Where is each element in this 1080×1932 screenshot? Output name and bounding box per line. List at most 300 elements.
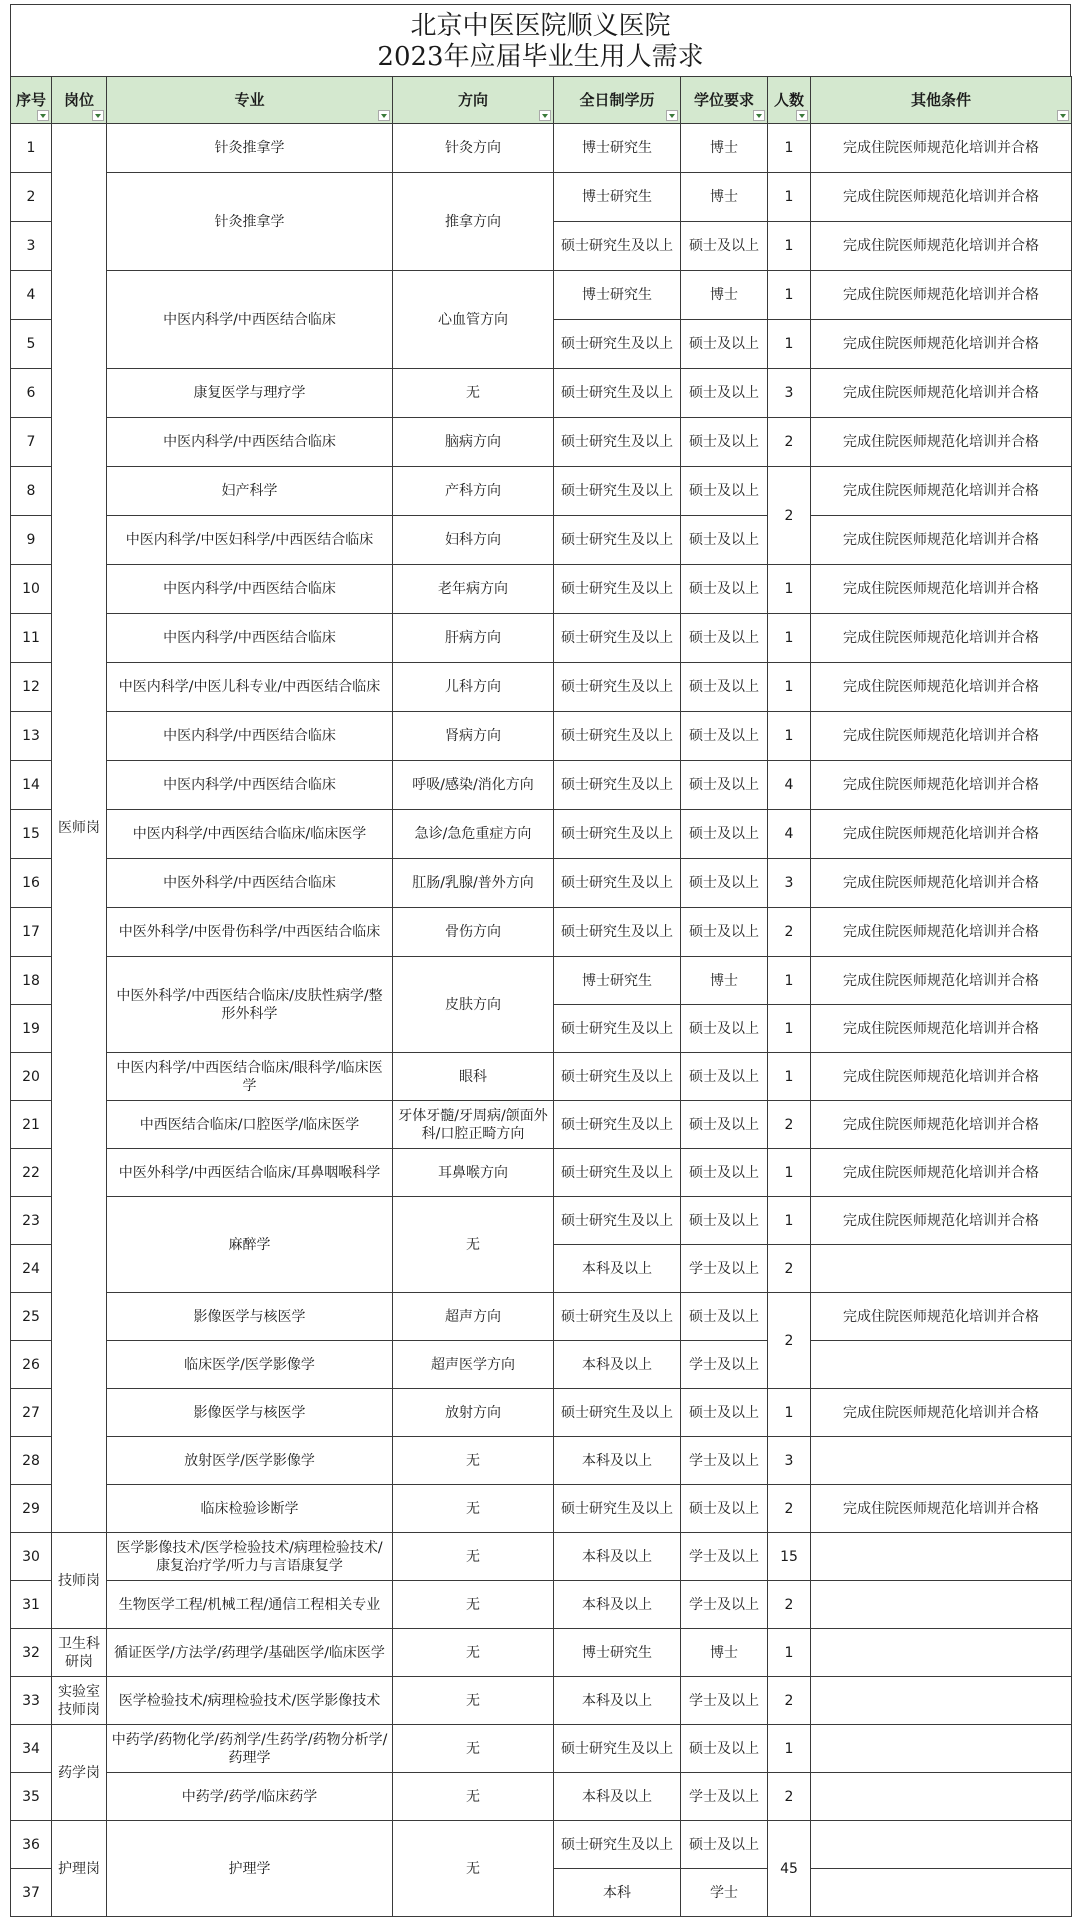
degree-cell: 硕士及以上 [681, 908, 768, 957]
count-cell: 1 [768, 1005, 811, 1053]
degree-cell: 硕士及以上 [681, 614, 768, 663]
education-cell: 本科及以上 [554, 1773, 681, 1821]
major-cell: 医学检验技术/病理检验技术/医学影像技术 [107, 1677, 393, 1725]
table-row [11, 1149, 1072, 1197]
education-cell: 硕士研究生及以上 [554, 1053, 681, 1101]
header-degree[interactable]: 学位要求 [681, 77, 768, 124]
count-cell: 1 [768, 1629, 811, 1677]
count-cell: 45 [768, 1821, 811, 1917]
title-subtitle: 2023年应届毕业生用人需求 [377, 42, 704, 72]
major-cell: 麻醉学 [107, 1197, 393, 1293]
conditions-cell [811, 1773, 1072, 1821]
count-cell: 2 [768, 418, 811, 467]
table-row [11, 467, 1072, 516]
direction-cell: 无 [393, 1677, 554, 1725]
conditions-cell [811, 1533, 1072, 1581]
education-cell: 硕士研究生及以上 [554, 712, 681, 761]
degree-cell: 硕士及以上 [681, 712, 768, 761]
filter-dropdown-icon[interactable] [1057, 110, 1069, 121]
education-cell: 博士研究生 [554, 957, 681, 1005]
education-cell: 硕士研究生及以上 [554, 1821, 681, 1869]
count-cell: 1 [768, 222, 811, 271]
post-cell-pharmacy: 药学岗 [52, 1725, 107, 1821]
degree-cell: 硕士及以上 [681, 1389, 768, 1437]
table-row [11, 1197, 1072, 1245]
count-cell: 3 [768, 859, 811, 908]
title-hospital-name: 北京中医医院顺义医院 [410, 11, 671, 41]
row-number: 21 [11, 1101, 52, 1149]
row-number: 14 [11, 761, 52, 810]
header-conditions[interactable]: 其他条件 [811, 77, 1072, 124]
degree-cell: 学士及以上 [681, 1533, 768, 1581]
direction-cell: 耳鼻喉方向 [393, 1149, 554, 1197]
conditions-cell: 完成住院医师规范化培训并合格 [811, 761, 1072, 810]
filter-dropdown-icon[interactable] [666, 110, 678, 121]
major-cell: 中医内科学/中西医结合临床 [107, 271, 393, 369]
conditions-cell: 完成住院医师规范化培训并合格 [811, 1053, 1072, 1101]
table-row [11, 1725, 1072, 1773]
conditions-cell: 完成住院医师规范化培训并合格 [811, 810, 1072, 859]
row-number: 13 [11, 712, 52, 761]
count-cell: 1 [768, 320, 811, 369]
conditions-cell: 完成住院医师规范化培训并合格 [811, 369, 1072, 418]
education-cell: 本科及以上 [554, 1677, 681, 1725]
conditions-cell [811, 1245, 1072, 1293]
major-cell: 康复医学与理疗学 [107, 369, 393, 418]
table-row [11, 1341, 1072, 1389]
education-cell: 本科 [554, 1869, 681, 1917]
row-number: 25 [11, 1293, 52, 1341]
table-row [11, 418, 1072, 467]
education-cell: 硕士研究生及以上 [554, 1197, 681, 1245]
degree-cell: 硕士及以上 [681, 810, 768, 859]
count-cell: 1 [768, 1197, 811, 1245]
row-number: 24 [11, 1245, 52, 1293]
table-row [11, 1101, 1072, 1149]
education-cell: 本科及以上 [554, 1437, 681, 1485]
header-direction[interactable]: 方向 [393, 77, 554, 124]
education-cell: 硕士研究生及以上 [554, 859, 681, 908]
conditions-cell: 完成住院医师规范化培训并合格 [811, 1005, 1072, 1053]
direction-cell: 无 [393, 369, 554, 418]
direction-cell: 超声医学方向 [393, 1341, 554, 1389]
conditions-cell [811, 1821, 1072, 1869]
conditions-cell: 完成住院医师规范化培训并合格 [811, 859, 1072, 908]
row-number: 12 [11, 663, 52, 712]
direction-cell: 脑病方向 [393, 418, 554, 467]
major-cell: 中医外科学/中医骨伤科学/中西医结合临床 [107, 908, 393, 957]
conditions-cell: 完成住院医师规范化培训并合格 [811, 173, 1072, 222]
major-cell: 影像医学与核医学 [107, 1389, 393, 1437]
degree-cell: 硕士及以上 [681, 1005, 768, 1053]
post-cell-technician: 技师岗 [52, 1533, 107, 1629]
education-cell: 博士研究生 [554, 271, 681, 320]
filter-dropdown-icon[interactable] [539, 110, 551, 121]
row-number: 10 [11, 565, 52, 614]
degree-cell: 硕士及以上 [681, 1293, 768, 1341]
degree-cell: 学士及以上 [681, 1773, 768, 1821]
education-cell: 硕士研究生及以上 [554, 908, 681, 957]
degree-cell: 硕士及以上 [681, 1197, 768, 1245]
degree-cell: 硕士及以上 [681, 369, 768, 418]
degree-cell: 硕士及以上 [681, 1485, 768, 1533]
degree-cell: 硕士及以上 [681, 1101, 768, 1149]
sheet-title [10, 4, 1071, 76]
degree-cell: 硕士及以上 [681, 222, 768, 271]
major-cell: 中医内科学/中西医结合临床 [107, 761, 393, 810]
table-row [11, 614, 1072, 663]
education-cell: 硕士研究生及以上 [554, 418, 681, 467]
count-cell: 2 [768, 1293, 811, 1389]
major-cell: 中医内科学/中西医结合临床/眼科学/临床医学 [107, 1053, 393, 1101]
conditions-cell [811, 1581, 1072, 1629]
direction-cell: 儿科方向 [393, 663, 554, 712]
conditions-cell: 完成住院医师规范化培训并合格 [811, 908, 1072, 957]
direction-cell: 超声方向 [393, 1293, 554, 1341]
education-cell: 博士研究生 [554, 1629, 681, 1677]
count-cell: 1 [768, 565, 811, 614]
count-cell: 1 [768, 957, 811, 1005]
conditions-cell [811, 1437, 1072, 1485]
education-cell: 本科及以上 [554, 1245, 681, 1293]
major-cell: 生物医学工程/机械工程/通信工程相关专业 [107, 1581, 393, 1629]
row-number: 11 [11, 614, 52, 663]
direction-cell: 无 [393, 1773, 554, 1821]
education-cell: 硕士研究生及以上 [554, 1725, 681, 1773]
conditions-cell [811, 1725, 1072, 1773]
direction-cell: 无 [393, 1533, 554, 1581]
major-cell: 中药学/药物化学/药剂学/生药学/药物分析学/药理学 [107, 1725, 393, 1773]
header-post[interactable]: 岗位 [52, 77, 107, 124]
row-number: 20 [11, 1053, 52, 1101]
count-cell: 2 [768, 467, 811, 565]
conditions-cell: 完成住院医师规范化培训并合格 [811, 663, 1072, 712]
degree-cell: 学士 [681, 1869, 768, 1917]
major-cell: 中医内科学/中西医结合临床/临床医学 [107, 810, 393, 859]
direction-cell: 急诊/急危重症方向 [393, 810, 554, 859]
major-cell: 护理学 [107, 1821, 393, 1917]
count-cell: 2 [768, 1581, 811, 1629]
row-number: 2 [11, 173, 52, 222]
major-cell: 中医内科学/中西医结合临床 [107, 614, 393, 663]
direction-cell: 针灸方向 [393, 124, 554, 173]
row-number: 3 [11, 222, 52, 271]
row-number: 16 [11, 859, 52, 908]
recruitment-sheet [10, 4, 1071, 1917]
post-cell-nursing: 护理岗 [52, 1821, 107, 1917]
conditions-cell: 完成住院医师规范化培训并合格 [811, 1389, 1072, 1437]
degree-cell: 博士 [681, 124, 768, 173]
direction-cell: 无 [393, 1197, 554, 1293]
major-cell: 中医内科学/中西医结合临床 [107, 418, 393, 467]
degree-cell: 博士 [681, 1629, 768, 1677]
major-cell: 医学影像技术/医学检验技术/病理检验技术/康复治疗学/听力与言语康复学 [107, 1533, 393, 1581]
conditions-cell: 完成住院医师规范化培训并合格 [811, 1101, 1072, 1149]
education-cell: 本科及以上 [554, 1341, 681, 1389]
degree-cell: 学士及以上 [681, 1341, 768, 1389]
education-cell: 博士研究生 [554, 173, 681, 222]
row-number: 18 [11, 957, 52, 1005]
count-cell: 2 [768, 1485, 811, 1533]
filter-dropdown-icon[interactable] [378, 110, 390, 121]
education-cell: 硕士研究生及以上 [554, 222, 681, 271]
degree-cell: 学士及以上 [681, 1581, 768, 1629]
table-row [11, 1053, 1072, 1101]
table-row [11, 1773, 1072, 1821]
major-cell: 中医内科学/中医儿科专业/中西医结合临床 [107, 663, 393, 712]
degree-cell: 硕士及以上 [681, 516, 768, 565]
table-row [11, 1389, 1072, 1437]
count-cell: 1 [768, 1725, 811, 1773]
row-number: 8 [11, 467, 52, 516]
direction-cell: 无 [393, 1629, 554, 1677]
education-cell: 硕士研究生及以上 [554, 369, 681, 418]
major-cell: 中医外科学/中西医结合临床/皮肤性病学/整形外科学 [107, 957, 393, 1053]
count-cell: 4 [768, 761, 811, 810]
education-cell: 硕士研究生及以上 [554, 1149, 681, 1197]
major-cell: 中西医结合临床/口腔医学/临床医学 [107, 1101, 393, 1149]
direction-cell: 肝病方向 [393, 614, 554, 663]
education-cell: 本科及以上 [554, 1581, 681, 1629]
count-cell: 1 [768, 173, 811, 222]
direction-cell: 呼吸/感染/消化方向 [393, 761, 554, 810]
table-row [11, 369, 1072, 418]
education-cell: 硕士研究生及以上 [554, 1293, 681, 1341]
table-row [11, 810, 1072, 859]
degree-cell: 硕士及以上 [681, 1725, 768, 1773]
education-cell: 本科及以上 [554, 1533, 681, 1581]
degree-cell: 博士 [681, 271, 768, 320]
degree-cell: 硕士及以上 [681, 761, 768, 810]
row-number: 28 [11, 1437, 52, 1485]
degree-cell: 学士及以上 [681, 1677, 768, 1725]
row-number: 35 [11, 1773, 52, 1821]
education-cell: 硕士研究生及以上 [554, 614, 681, 663]
count-cell: 1 [768, 271, 811, 320]
row-number: 1 [11, 124, 52, 173]
row-number: 6 [11, 369, 52, 418]
direction-cell: 眼科 [393, 1053, 554, 1101]
conditions-cell: 完成住院医师规范化培训并合格 [811, 1197, 1072, 1245]
post-cell-lab-technician: 实验室技师岗 [52, 1677, 107, 1725]
conditions-cell [811, 1869, 1072, 1917]
table-row [11, 516, 1072, 565]
education-cell: 硕士研究生及以上 [554, 810, 681, 859]
education-cell: 硕士研究生及以上 [554, 467, 681, 516]
major-cell: 中医外科学/中西医结合临床 [107, 859, 393, 908]
conditions-cell: 完成住院医师规范化培训并合格 [811, 467, 1072, 516]
row-number: 4 [11, 271, 52, 320]
conditions-cell [811, 1677, 1072, 1725]
row-number: 26 [11, 1341, 52, 1389]
table-row [11, 1293, 1072, 1341]
row-number: 33 [11, 1677, 52, 1725]
filter-dropdown-icon[interactable] [753, 110, 765, 121]
major-cell: 放射医学/医学影像学 [107, 1437, 393, 1485]
count-cell: 2 [768, 1773, 811, 1821]
education-cell: 硕士研究生及以上 [554, 663, 681, 712]
major-cell: 妇产科学 [107, 467, 393, 516]
education-cell: 硕士研究生及以上 [554, 1389, 681, 1437]
conditions-cell: 完成住院医师规范化培训并合格 [811, 1485, 1072, 1533]
conditions-cell [811, 1629, 1072, 1677]
major-cell: 中药学/药学/临床药学 [107, 1773, 393, 1821]
count-cell: 2 [768, 1677, 811, 1725]
count-cell: 1 [768, 663, 811, 712]
header-education[interactable]: 全日制学历 [554, 77, 681, 124]
major-cell: 中医内科学/中西医结合临床 [107, 712, 393, 761]
count-cell: 3 [768, 1437, 811, 1485]
direction-cell: 无 [393, 1581, 554, 1629]
degree-cell: 硕士及以上 [681, 859, 768, 908]
recruitment-table [10, 76, 1072, 1917]
direction-cell: 骨伤方向 [393, 908, 554, 957]
header-no[interactable]: 序号 [11, 77, 52, 124]
education-cell: 博士研究生 [554, 124, 681, 173]
table-row [11, 712, 1072, 761]
header-row [11, 77, 1072, 124]
header-count[interactable]: 人数 [768, 77, 811, 124]
filter-dropdown-icon[interactable] [37, 110, 49, 121]
major-cell: 影像医学与核医学 [107, 1293, 393, 1341]
filter-dropdown-icon[interactable] [796, 110, 808, 121]
row-number: 7 [11, 418, 52, 467]
major-cell: 中医内科学/中医妇科学/中西医结合临床 [107, 516, 393, 565]
conditions-cell: 完成住院医师规范化培训并合格 [811, 1293, 1072, 1341]
row-number: 9 [11, 516, 52, 565]
major-cell: 中医外科学/中西医结合临床/耳鼻咽喉科学 [107, 1149, 393, 1197]
table-row [11, 565, 1072, 614]
table-row [11, 1629, 1072, 1677]
direction-cell: 老年病方向 [393, 565, 554, 614]
degree-cell: 硕士及以上 [681, 565, 768, 614]
table-row [11, 1677, 1072, 1725]
degree-cell: 硕士及以上 [681, 1821, 768, 1869]
conditions-cell: 完成住院医师规范化培训并合格 [811, 124, 1072, 173]
post-cell-health-research: 卫生科研岗 [52, 1629, 107, 1677]
education-cell: 硕士研究生及以上 [554, 1485, 681, 1533]
count-cell: 3 [768, 369, 811, 418]
degree-cell: 博士 [681, 173, 768, 222]
direction-cell: 放射方向 [393, 1389, 554, 1437]
major-cell: 中医内科学/中西医结合临床 [107, 565, 393, 614]
degree-cell: 硕士及以上 [681, 663, 768, 712]
conditions-cell: 完成住院医师规范化培训并合格 [811, 957, 1072, 1005]
education-cell: 硕士研究生及以上 [554, 1101, 681, 1149]
education-cell: 硕士研究生及以上 [554, 516, 681, 565]
count-cell: 2 [768, 908, 811, 957]
degree-cell: 硕士及以上 [681, 467, 768, 516]
row-number: 27 [11, 1389, 52, 1437]
filter-dropdown-icon[interactable] [92, 110, 104, 121]
count-cell: 1 [768, 124, 811, 173]
education-cell: 硕士研究生及以上 [554, 320, 681, 369]
education-cell: 硕士研究生及以上 [554, 761, 681, 810]
table-row [11, 761, 1072, 810]
header-major[interactable]: 专业 [107, 77, 393, 124]
conditions-cell: 完成住院医师规范化培训并合格 [811, 271, 1072, 320]
count-cell: 1 [768, 614, 811, 663]
conditions-cell: 完成住院医师规范化培训并合格 [811, 320, 1072, 369]
row-number: 22 [11, 1149, 52, 1197]
count-cell: 2 [768, 1101, 811, 1149]
table-row [11, 1485, 1072, 1533]
table-row [11, 859, 1072, 908]
table-row [11, 124, 1072, 173]
row-number: 15 [11, 810, 52, 859]
education-cell: 硕士研究生及以上 [554, 565, 681, 614]
table-row [11, 1581, 1072, 1629]
conditions-cell: 完成住院医师规范化培训并合格 [811, 516, 1072, 565]
direction-cell: 心血管方向 [393, 271, 554, 369]
degree-cell: 硕士及以上 [681, 1149, 768, 1197]
table-row [11, 1437, 1072, 1485]
direction-cell: 无 [393, 1725, 554, 1773]
direction-cell: 皮肤方向 [393, 957, 554, 1053]
degree-cell: 博士 [681, 957, 768, 1005]
count-cell: 1 [768, 1149, 811, 1197]
conditions-cell: 完成住院医师规范化培训并合格 [811, 418, 1072, 467]
major-cell: 临床检验诊断学 [107, 1485, 393, 1533]
conditions-cell [811, 1341, 1072, 1389]
count-cell: 1 [768, 1389, 811, 1437]
degree-cell: 硕士及以上 [681, 418, 768, 467]
table-row [11, 271, 1072, 320]
direction-cell: 无 [393, 1485, 554, 1533]
conditions-cell: 完成住院医师规范化培训并合格 [811, 565, 1072, 614]
count-cell: 15 [768, 1533, 811, 1581]
row-number: 5 [11, 320, 52, 369]
degree-cell: 硕士及以上 [681, 1053, 768, 1101]
row-number: 19 [11, 1005, 52, 1053]
direction-cell: 产科方向 [393, 467, 554, 516]
conditions-cell: 完成住院医师规范化培训并合格 [811, 1149, 1072, 1197]
degree-cell: 硕士及以上 [681, 320, 768, 369]
conditions-cell: 完成住院医师规范化培训并合格 [811, 222, 1072, 271]
direction-cell: 妇科方向 [393, 516, 554, 565]
post-cell-doctor: 医师岗 [52, 124, 107, 1533]
count-cell: 4 [768, 810, 811, 859]
row-number: 29 [11, 1485, 52, 1533]
row-number: 36 [11, 1821, 52, 1869]
direction-cell: 肛肠/乳腺/普外方向 [393, 859, 554, 908]
direction-cell: 无 [393, 1821, 554, 1917]
direction-cell: 无 [393, 1437, 554, 1485]
row-number: 37 [11, 1869, 52, 1917]
direction-cell: 肾病方向 [393, 712, 554, 761]
degree-cell: 学士及以上 [681, 1245, 768, 1293]
row-number: 17 [11, 908, 52, 957]
count-cell: 2 [768, 1245, 811, 1293]
major-cell: 针灸推拿学 [107, 173, 393, 271]
row-number: 23 [11, 1197, 52, 1245]
row-number: 34 [11, 1725, 52, 1773]
major-cell: 针灸推拿学 [107, 124, 393, 173]
table-row [11, 908, 1072, 957]
row-number: 30 [11, 1533, 52, 1581]
table-row [11, 1821, 1072, 1869]
count-cell: 1 [768, 1053, 811, 1101]
row-number: 31 [11, 1581, 52, 1629]
conditions-cell: 完成住院医师规范化培训并合格 [811, 712, 1072, 761]
row-number: 32 [11, 1629, 52, 1677]
education-cell: 硕士研究生及以上 [554, 1005, 681, 1053]
major-cell: 循证医学/方法学/药理学/基础医学/临床医学 [107, 1629, 393, 1677]
conditions-cell: 完成住院医师规范化培训并合格 [811, 614, 1072, 663]
count-cell: 1 [768, 712, 811, 761]
major-cell: 临床医学/医学影像学 [107, 1341, 393, 1389]
direction-cell: 牙体牙髓/牙周病/颌面外科/口腔正畸方向 [393, 1101, 554, 1149]
